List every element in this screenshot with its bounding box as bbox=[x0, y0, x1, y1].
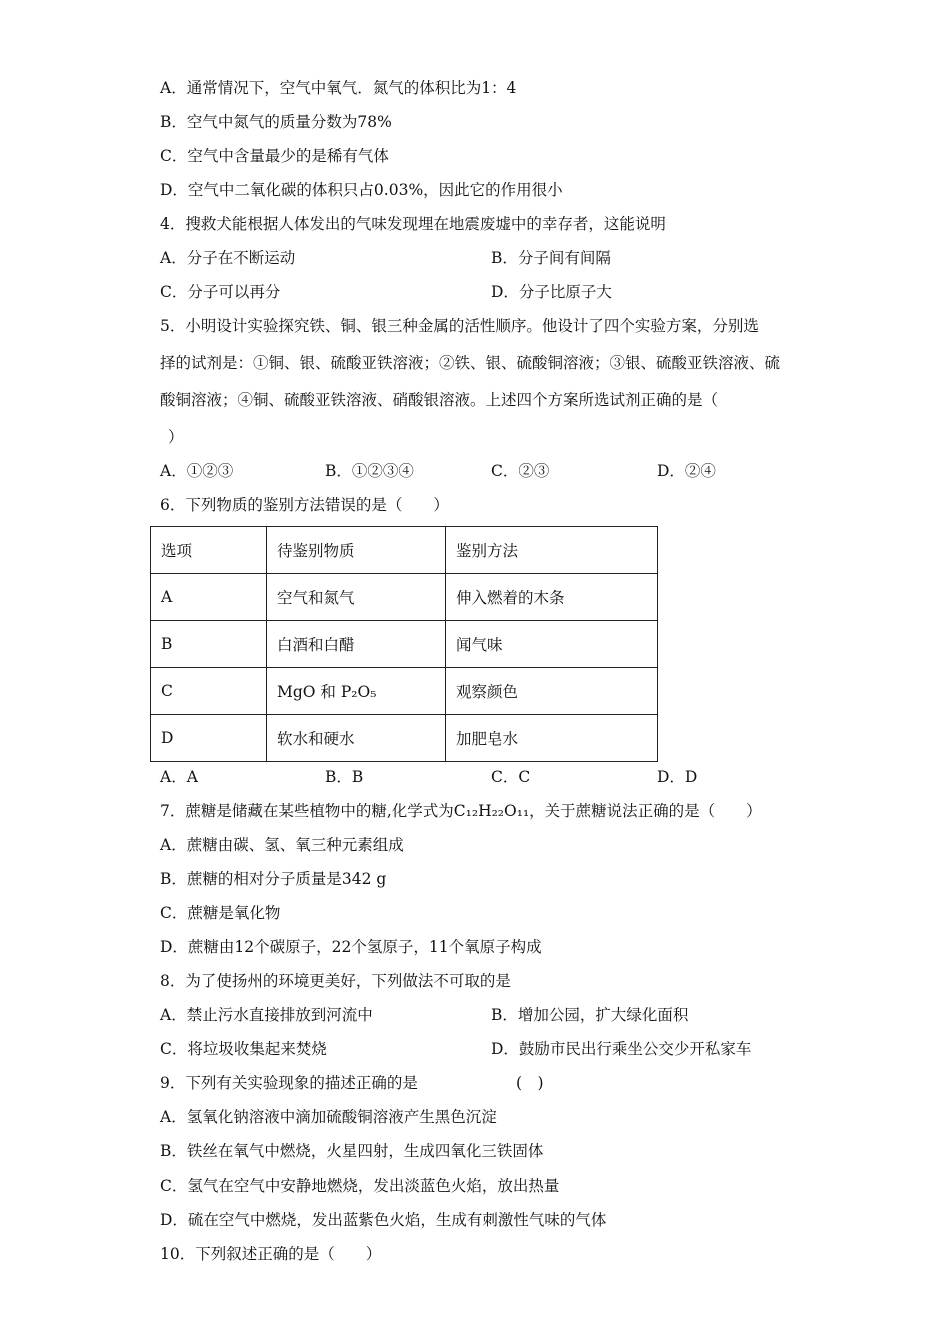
table-cell-substances: 空气和氮气 bbox=[267, 574, 446, 621]
table-header-cell: 选项 bbox=[151, 527, 267, 574]
q9-option-b: B．铁丝在氧气中燃烧，火星四射，生成四氧化三铁固体 bbox=[160, 1142, 544, 1160]
q9-option-c: C．氢气在空气中安静地燃烧，发出淡蓝色火焰，放出热量 bbox=[160, 1177, 560, 1195]
q9-stem: 9．下列有关实验现象的描述正确的是 bbox=[160, 1074, 418, 1092]
q5-option-d: D．②④ bbox=[657, 462, 716, 480]
table-cell-method: 伸入燃着的木条 bbox=[446, 574, 658, 621]
q5-stem-line2: 择的试剂是：①铜、银、硫酸亚铁溶液；②铁、银、硫酸铜溶液；③银、硫酸亚铁溶液、硫 bbox=[160, 354, 781, 372]
q5-option-b: B．①②③④ bbox=[325, 462, 414, 480]
q6-option-a: A．A bbox=[160, 768, 198, 786]
q7-option-b: B．蔗糖的相对分子质量是342 g bbox=[160, 870, 387, 888]
q3-option-a: A．通常情况下，空气中氧气．氮气的体积比为1：4 bbox=[160, 79, 517, 97]
q9-option-a: A．氢氧化钠溶液中滴加硫酸铜溶液产生黑色沉淀 bbox=[160, 1108, 497, 1126]
table-cell-substances: 软水和硬水 bbox=[267, 715, 446, 762]
table-cell-method: 观察颜色 bbox=[446, 668, 658, 715]
table-header-row bbox=[151, 527, 658, 574]
table-cell-option: B bbox=[151, 621, 267, 668]
q4-option-c: C．分子可以再分 bbox=[160, 283, 281, 301]
q3-option-c: C．空气中含量最少的是稀有气体 bbox=[160, 147, 389, 165]
table-row bbox=[151, 668, 658, 715]
q8-option-d: D．鼓励市民出行乘坐公交少开私家车 bbox=[491, 1040, 752, 1058]
q4-option-b: B．分子间有间隔 bbox=[491, 249, 611, 267]
table-cell-option: D bbox=[151, 715, 267, 762]
q6-table bbox=[150, 526, 658, 762]
q3-option-d: D．空气中二氧化碳的体积只占0.03%，因此它的作用很小 bbox=[160, 181, 563, 199]
table-header-cell: 待鉴别物质 bbox=[267, 527, 446, 574]
q6-option-b: B．B bbox=[325, 768, 364, 786]
q6-stem: 6．下列物质的鉴别方法错误的是（ ） bbox=[160, 496, 449, 514]
q4-option-a: A．分子在不断运动 bbox=[160, 249, 296, 267]
q7-option-d: D．蔗糖由12个碳原子，22个氢原子，11个氧原子构成 bbox=[160, 938, 542, 956]
table-header-cell: 鉴别方法 bbox=[446, 527, 658, 574]
table-cell-substances: 白酒和白醋 bbox=[267, 621, 446, 668]
q5-option-a: A．①②③ bbox=[160, 462, 234, 480]
q4-stem: 4．搜救犬能根据人体发出的气味发现埋在地震废墟中的幸存者，这能说明 bbox=[160, 215, 666, 233]
q6-option-d: D．D bbox=[657, 768, 698, 786]
table-cell-method: 闻气味 bbox=[446, 621, 658, 668]
q6-option-c: C．C bbox=[491, 768, 531, 786]
q8-option-b: B．增加公园，扩大绿化面积 bbox=[491, 1006, 689, 1024]
q7-stem: 7．蔗糖是储藏在某些植物中的糖,化学式为C₁₂H₂₂O₁₁，关于蔗糖说法正确的是（ ） bbox=[160, 802, 762, 820]
q5-stem-line4: ） bbox=[168, 428, 184, 446]
table-cell-substances: MgO 和 P₂O₅ bbox=[267, 668, 446, 715]
table-row bbox=[151, 621, 658, 668]
table-row bbox=[151, 574, 658, 621]
q8-option-a: A．禁止污水直接排放到河流中 bbox=[160, 1006, 373, 1024]
table-cell-option: C bbox=[151, 668, 267, 715]
q5-stem-line1: 5．小明设计实验探究铁、铜、银三种金属的活性顺序。他设计了四个实验方案，分别选 bbox=[160, 317, 759, 335]
q8-option-c: C．将垃圾收集起来焚烧 bbox=[160, 1040, 327, 1058]
q5-stem-line3: 酸铜溶液；④铜、硫酸亚铁溶液、硝酸银溶液。上述四个方案所选试剂正确的是（ bbox=[160, 391, 719, 409]
q9-answer-paren: ( ) bbox=[516, 1074, 544, 1092]
table-row bbox=[151, 715, 658, 762]
q8-stem: 8．为了使扬州的环境更美好，下列做法不可取的是 bbox=[160, 972, 511, 990]
q10-stem: 10．下列叙述正确的是（ ） bbox=[160, 1245, 382, 1263]
q3-option-b: B．空气中氮气的质量分数为78% bbox=[160, 113, 392, 131]
q4-option-d: D．分子比原子大 bbox=[491, 283, 612, 301]
q7-option-c: C．蔗糖是氧化物 bbox=[160, 904, 281, 922]
q9-option-d: D．硫在空气中燃烧，发出蓝紫色火焰，生成有刺激性气味的气体 bbox=[160, 1211, 607, 1229]
table-cell-option: A bbox=[151, 574, 267, 621]
q5-option-c: C．②③ bbox=[491, 462, 550, 480]
table-cell-method: 加肥皂水 bbox=[446, 715, 658, 762]
q7-option-a: A．蔗糖由碳、氢、氧三种元素组成 bbox=[160, 836, 404, 854]
